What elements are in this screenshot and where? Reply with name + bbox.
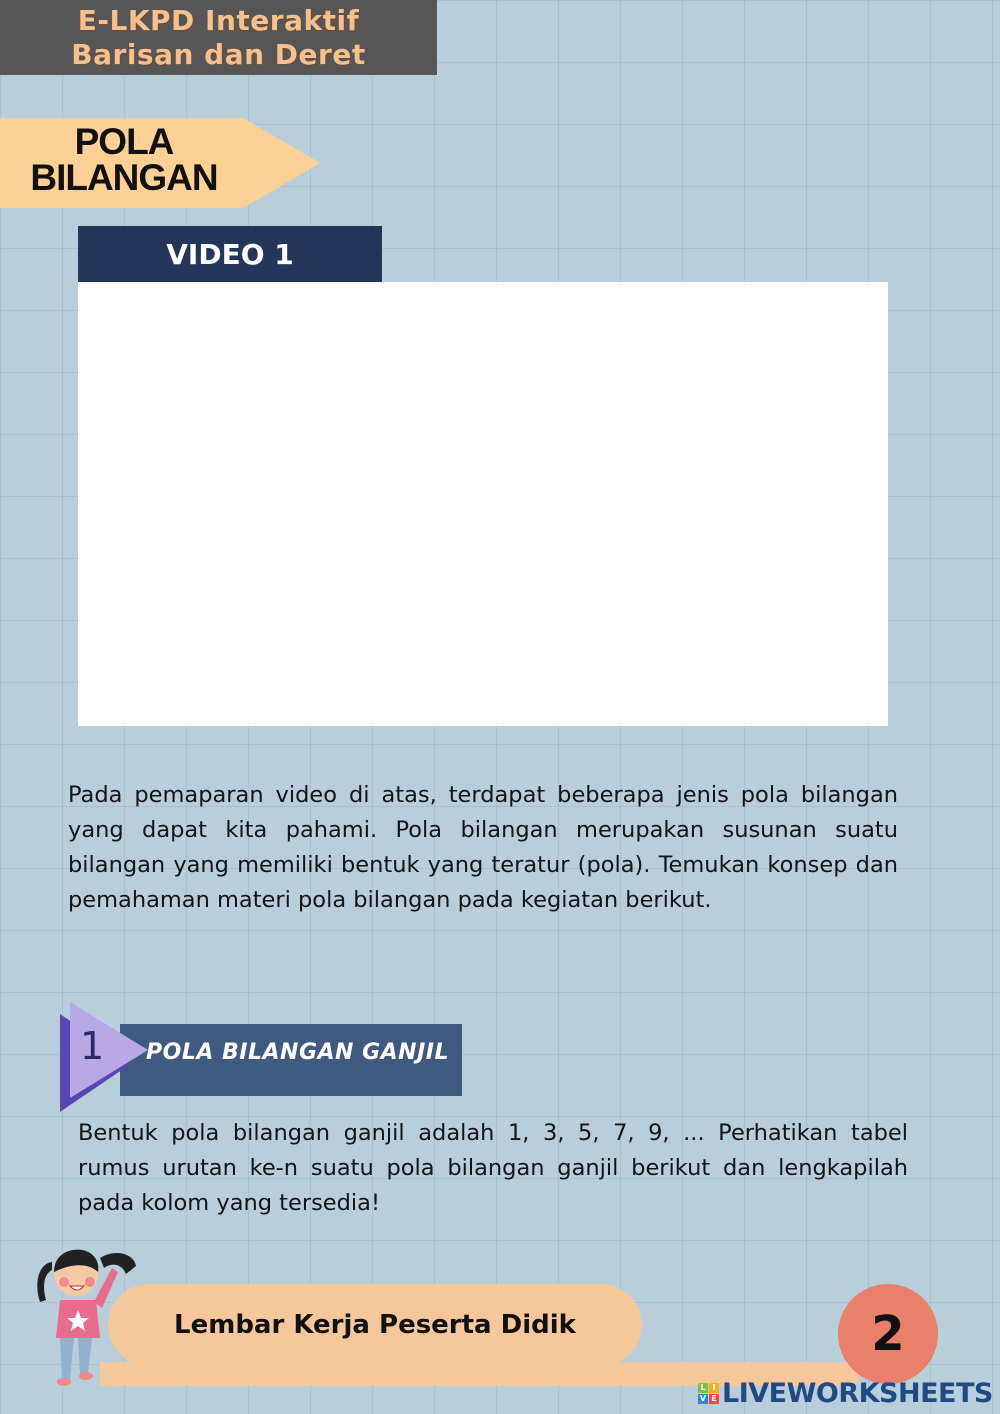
footer-label-pill bbox=[108, 1284, 642, 1366]
girl-illustration-icon bbox=[30, 1244, 142, 1388]
video-label: VIDEO 1 bbox=[78, 226, 382, 282]
intro-paragraph: Pada pemaparan video di atas, terdapat beberapa jenis pola bilangan yang dapat kita pahami. Pola bilangan merupakan susunan suatu bilangan yang memiliki bentuk yang teratur (pola). Temukan konsep dan pemahaman materi pola bilangan pada kegiatan berikut. bbox=[68, 782, 898, 913]
liveworksheets-wordmark: LIVEWORKSHEETS bbox=[722, 1377, 993, 1409]
activity-header bbox=[60, 1002, 462, 1114]
page-number: 2 bbox=[871, 1306, 905, 1362]
activity-number: 1 bbox=[80, 1024, 105, 1068]
section-title-line1: POLA bbox=[74, 121, 174, 162]
video-player[interactable] bbox=[78, 282, 888, 726]
worksheet-title-line2: Barisan dan Deret bbox=[71, 37, 366, 71]
worksheet-title-line1: E-LKPD Interaktif bbox=[77, 3, 360, 37]
worksheet-title-banner bbox=[0, 0, 437, 75]
live-blocks-icon: L I V E bbox=[698, 1383, 719, 1404]
footer-label: Lembar Kerja Peserta Didik bbox=[174, 1310, 576, 1340]
section-title-line2: BILANGAN bbox=[30, 157, 218, 198]
activity-title: POLA BILANGAN GANJIL bbox=[146, 1040, 449, 1065]
section-title bbox=[24, 121, 224, 198]
liveworksheets-logo[interactable] bbox=[698, 1376, 993, 1410]
page-number-badge bbox=[838, 1284, 938, 1384]
activity-instructions: Bentuk pola bilangan ganjil adalah 1, 3, 5, 7, 9, ... Perhatikan tabel rumus urutan ke-n suatu pola bilangan ganjil berikut dan lengkapilah pada kolom yang tersedia! bbox=[78, 1120, 908, 1216]
